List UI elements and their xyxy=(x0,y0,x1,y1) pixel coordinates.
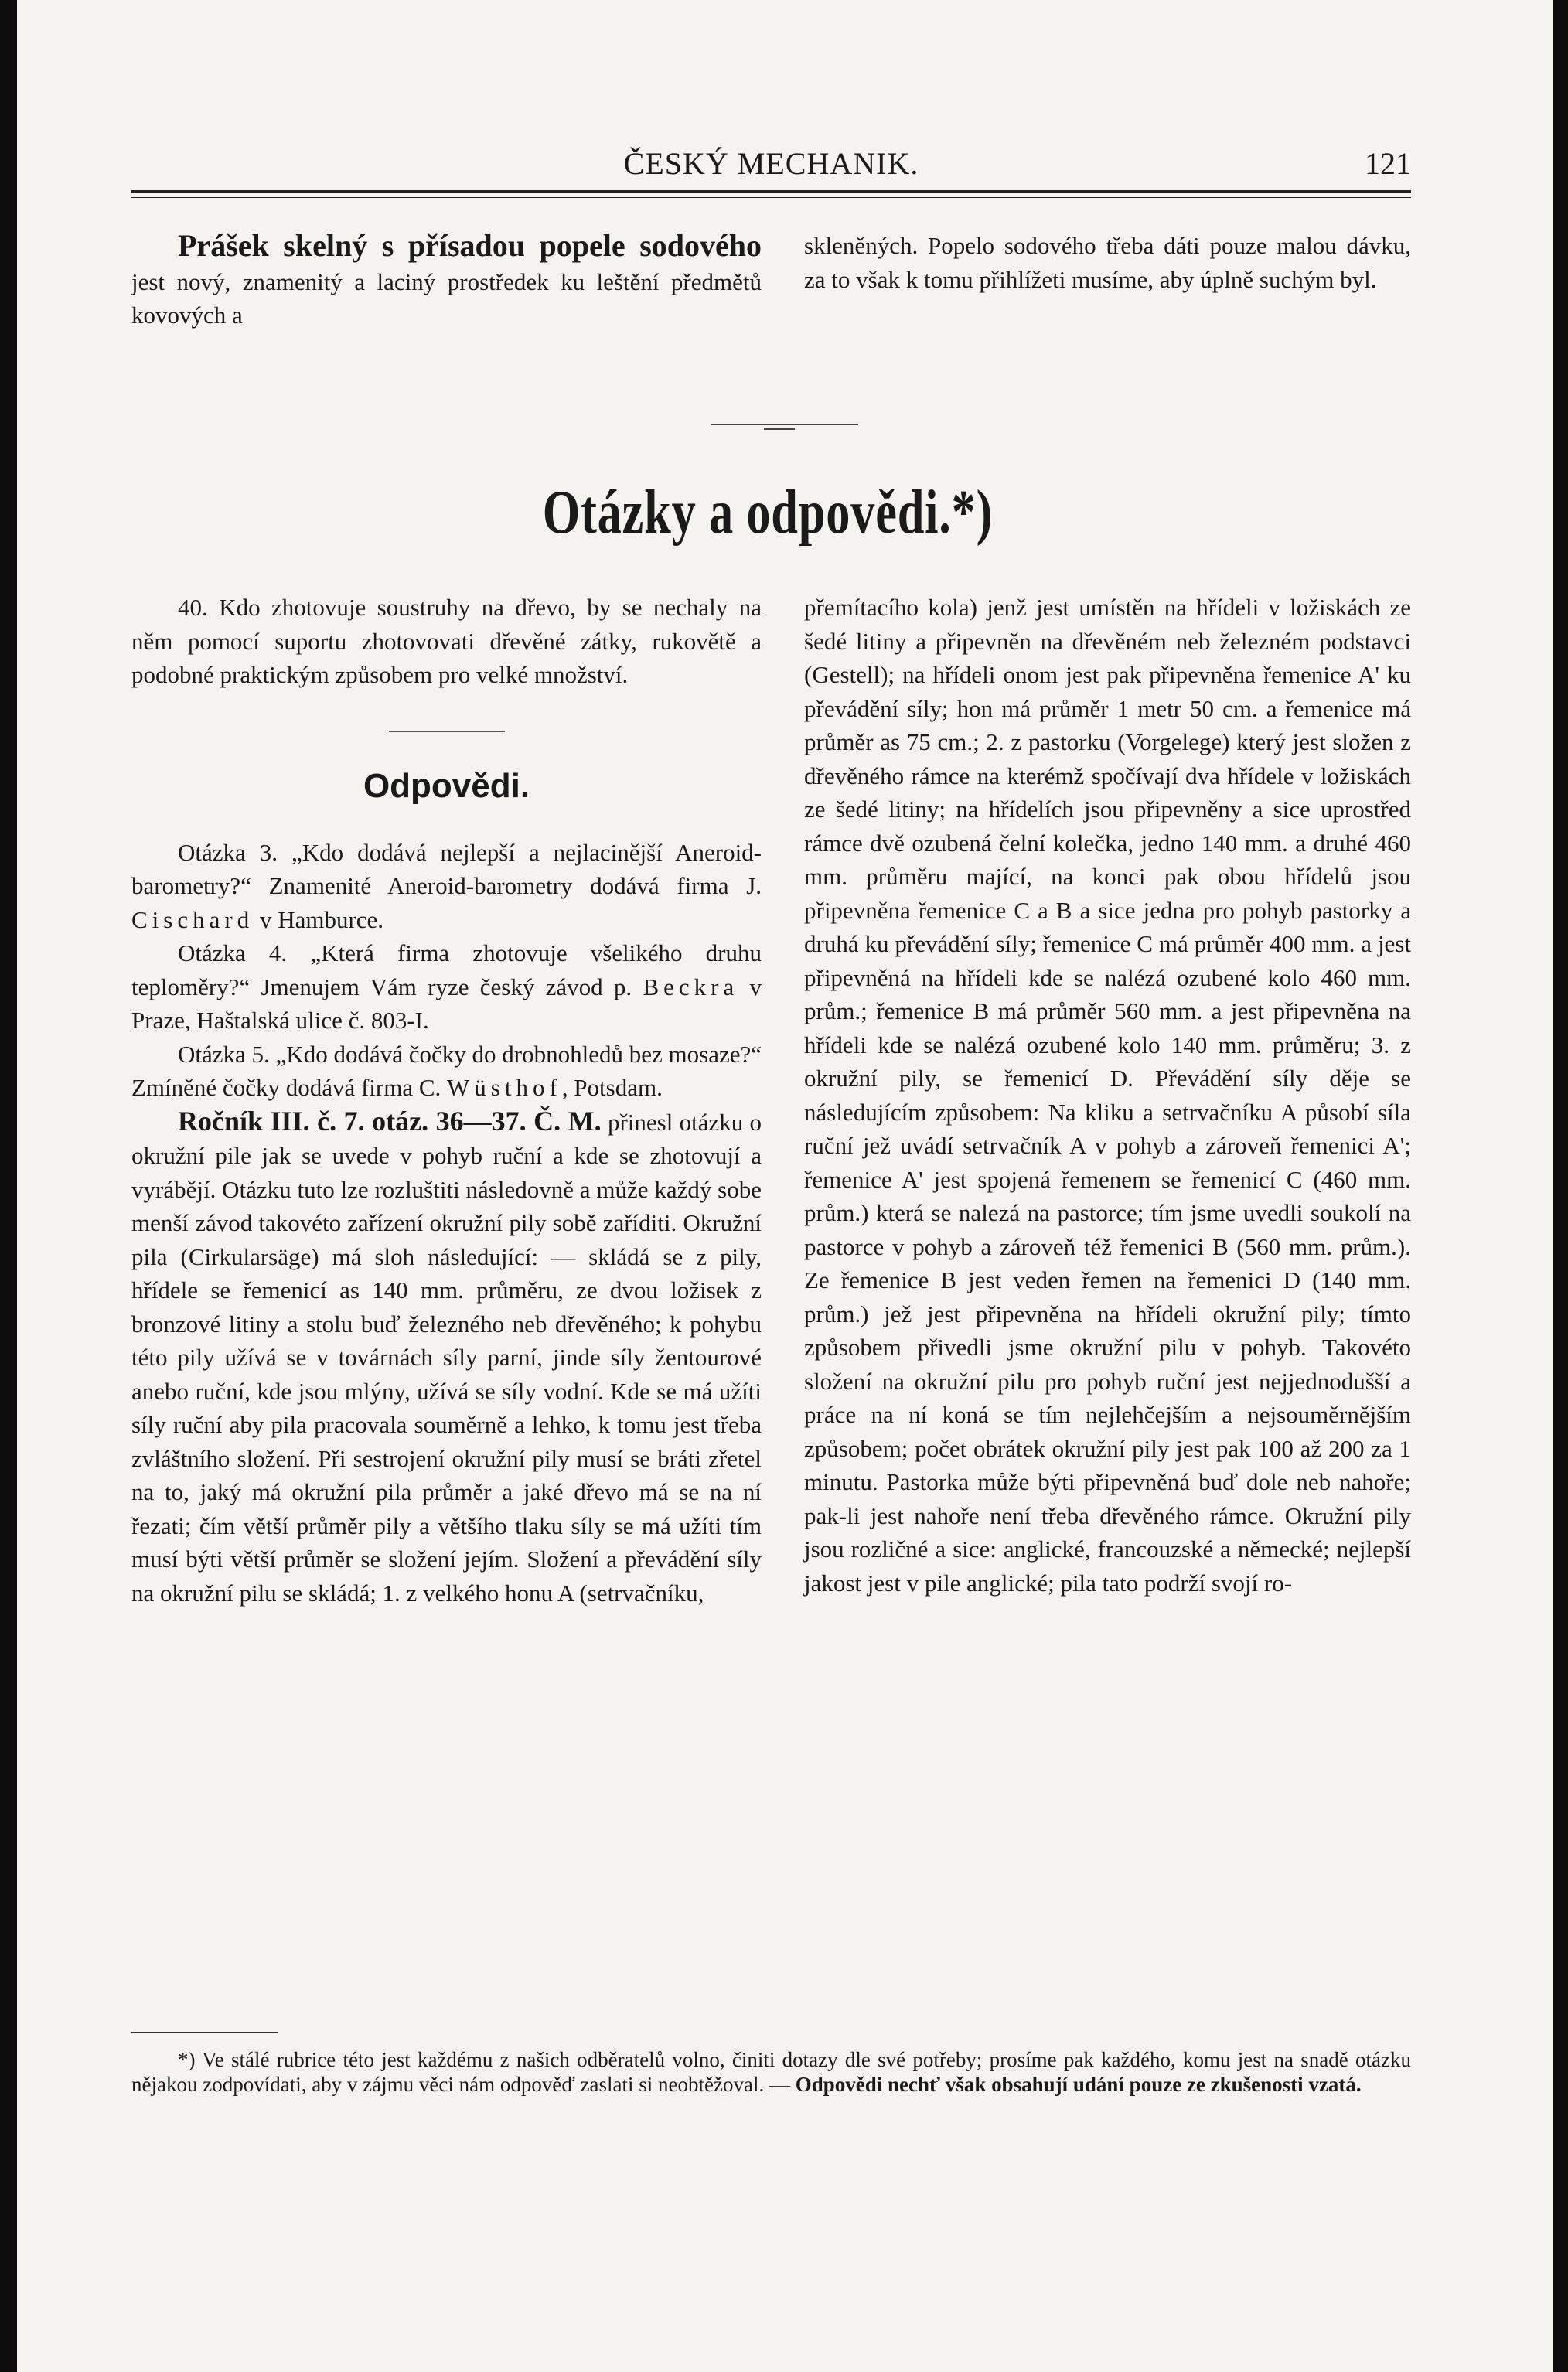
section-title: Otázky a odpovědi.*) xyxy=(542,479,994,547)
answer-company: Beckra xyxy=(643,973,739,1000)
prasek-right-column xyxy=(804,229,1411,296)
prasek-text-left: jest nový, znamenitý a laciný prostředek ku leštění předmětů kovových a xyxy=(131,268,762,329)
rocnik-lead: Ročník III. č. 7. otáz. 36—37. Č. M. xyxy=(178,1105,602,1137)
prasek-text-right: skleněných. Popelo sodového třeba dáti pouze malou dávku, za to však k tomu přihlížeti musíme, aby úplně suchým byl. xyxy=(804,232,1411,293)
page-header xyxy=(131,138,1411,192)
footnote-bold: Odpovědi nechť však obsahují udání pouze ze zkušenosti vzatá. xyxy=(795,2073,1362,2096)
rocnik-text-left: přinesl otázku o okružní pile jak se uvede v pohyb ruční a kde se zhotovují a vyrábějí. Otázku tuto lze rozluštiti následovně a může každý sobe menší závod takovéto zařízení okružní pily sobě zaříditi. Okružní pila (Cirkularsäge) má sloh následující: — skládá se z pily, hřídele se řemenicí as 140 mm. průměru, ze dvou ložisek z bronzové litiny a stolu buď železného neb dřevěného; k pohybu této pily užívá se v továrnách síly parní, jinde síly žentourové anebo ruční, kde jsou mlýny, užívá se síly vodní. Kde se má užíti síly ruční aby pila pracovala souměrně a lehko, k tomu jest třeba zvláštního složení. Při sestrojení okružní pily musí se bráti zřetel na to, jaký má okružní pila průměr a jaké dřevo má se na ní řezati; čím větší průměr pily a většího tlaku síly se má užíti tím musí býti větší průměr se složení jejím. Složení a převádění síly na okružní pilu se skládá; 1. z velkého honu A (setrvačníku, xyxy=(131,1108,762,1607)
answer-location: v Praze, Haštalská ulice č. 803-I. xyxy=(131,973,762,1034)
page-number: 121 xyxy=(1365,146,1411,181)
footnote-text: *) Ve stálé rubrice této jest každému z našich odběratelů volno, činiti dotazy dle své potřeby; prosíme pak každého, komu jest na snadě otázku nějakou zodpovídati, aby v zájmu věci nám odpověď zaslati si neobtěžoval. — xyxy=(131,2048,1411,2096)
rocnik-paragraph xyxy=(131,1105,762,1610)
answer-question: Otázka 4. „Která firma zhotovuje všelikého druhu teploměry?“ xyxy=(131,939,762,1000)
header-rule xyxy=(131,190,1411,198)
answer-text: Jmenujem Vám ryze český závod p. xyxy=(261,973,632,1000)
answer-item xyxy=(131,1038,762,1105)
prasek-lead: Prášek skelný s přísadou popele sodového xyxy=(178,228,762,263)
rocnik-text-right: přemítacího kola) jenž jest umístěn na hřídeli v ložiskách ze šedé litiny a připevněn na dřevěném neb železném podstavci (Gestell); na hřídeli onom jest pak připevněna řemenice A' ku převádění síly; hon má průměr 1 metr 50 cm. a řemenice má průměr as 75 cm.; 2. z pastorku (Vorgelege) který jest složen z dřevěného rámce na kterémž spočívají dva hřídele v ložiskách ze šedé litiny; na hřídelích jsou připevněny a sice uprostřed rámce dvě ozubená čelní kolečka, jedno 140 mm. a druhé 460 mm. průměru mající, na konci pak obou hřídelů jsou připevněna řemenice C a B a sice jedna pro pohyb pastorky a druhá ku převádění síly; řemenice C má průměr 400 mm. a jest připevněná na hřídeli kde se nalézá ozubené kolo 460 mm. prům.; řemenice B má průměr 560 mm. a jest připevněna na hřídeli kde se nalézá ozubené kolo 140 mm. průměru; 3. z okružní pily, se řemenicí D. Převádění síly děje se následujícím způsobem: Na kliku a setrvačníku A působí síla ruční jež uvádí setrvačník A v pohyb a zároveň řemenici A'; řemenice A' jest spojená řemenem se řemenicí C (460 mm. prům.) která se nalezá na pastorce; tím jsme uvedli soukolí na pastorce v pohyb a zároveň též řemenici B (560 mm. prům.). Ze řemenice B jest veden řemen na řemenici D (140 mm. prům.) jež jest připevněna na hřídeli okružní pily; tímto způsobem přivedli jsme okružní pilu v pohyb. Takovéto složení na okružní pilu pro pohyb ruční jest nejjednodušší a práce na ní koná se tím nejlehčejším a nejsouměrnějším způsobem; počet obrátek okružní pily jest pak 100 až 200 za 1 minutu. Pastorka může býti připevněná buď dole neb nahoře; pak-li jest nahoře není třeba dřevěného rámce. Okružní pily jsou rozličné a sice: anglické, francouzské a německé; nejlepší jakost jest v pile anglické; pila tato podrží svojí ro- xyxy=(804,594,1411,1597)
answers-rule xyxy=(389,731,505,732)
answer-text: Zmíněné čočky dodává firma C. xyxy=(131,1074,441,1101)
answer-text: Znamenité Aneroid-barometry dodává firma J. xyxy=(268,872,762,899)
answer-item xyxy=(131,836,762,937)
answer-company: Cischard xyxy=(131,905,254,933)
question-40: 40. Kdo zhotovuje soustruhy na dřevo, by se nechaly na něm pomocí suportu zhotovovati dřevěné zátky, rukovětě a podobné praktickým způsobem pro velké množství. xyxy=(131,594,762,688)
left-column xyxy=(131,591,762,1610)
right-column xyxy=(804,591,1411,1600)
running-title: ČESKÝ MECHANIK. xyxy=(623,146,919,181)
answer-question: Otázka 5. „Kdo dodává čočky do drobnohledů bez mosaze?“ xyxy=(178,1040,762,1068)
footnote-rule xyxy=(131,2032,278,2033)
answers-heading: Odpovědi. xyxy=(363,766,530,805)
answer-question: Otázka 3. „Kdo dodává nejlepší a nejlacinější Aneroid-barometry?“ xyxy=(131,838,762,899)
section-divider xyxy=(711,424,858,425)
answer-company: Wüsthof xyxy=(447,1074,562,1101)
prasek-left-column xyxy=(131,229,762,332)
section-divider-mark xyxy=(764,428,795,430)
answer-location: , Potsdam. xyxy=(561,1074,663,1101)
answer-item xyxy=(131,936,762,1038)
answer-location: v Hamburce. xyxy=(259,905,384,933)
footnote xyxy=(131,2047,1411,2097)
